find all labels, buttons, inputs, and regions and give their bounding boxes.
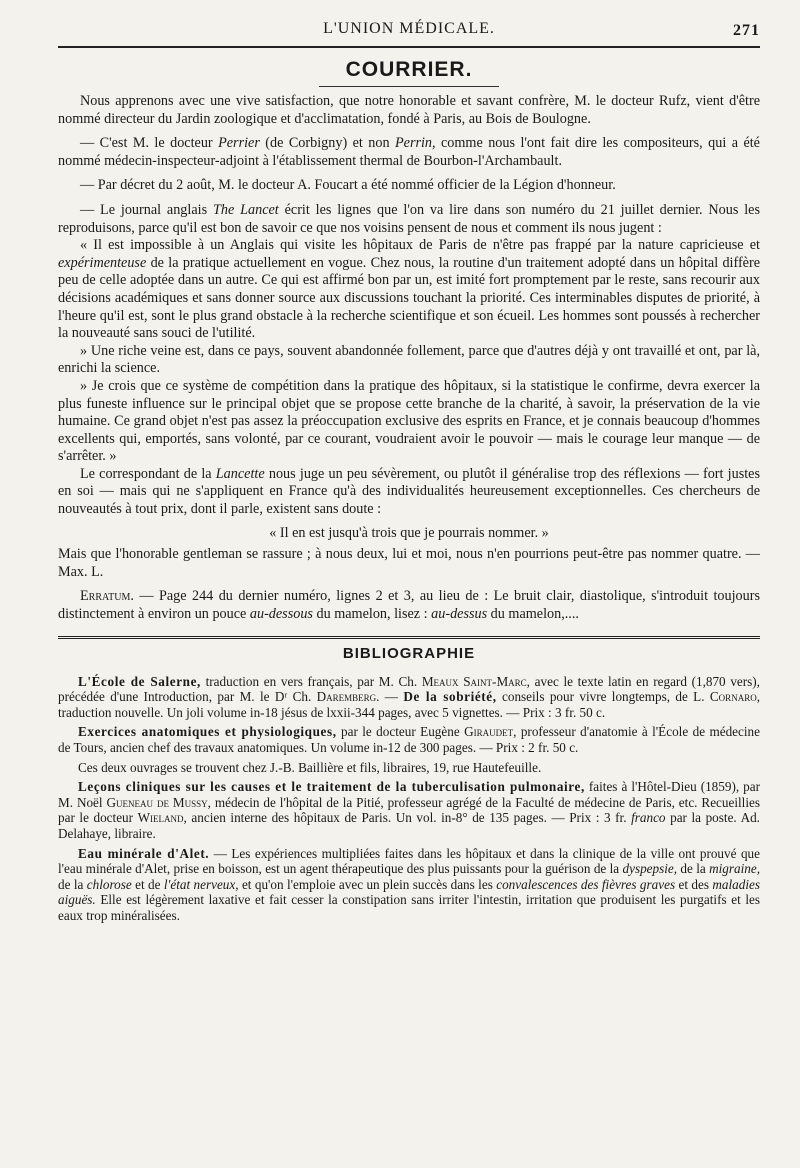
italic-word: convalescences des fièvres graves [496,876,676,892]
paragraph-quote-1 [58,237,760,343]
italic-word: l'état nerveux, [163,876,239,892]
italic-word: expérimenteuse [58,254,147,271]
text-run: avec le texte latin en regard (1,870 vers), précédée d'une Introduction, par M. le Dʳ Ch. [58,673,760,705]
text-run: et des [675,876,713,892]
text-run: faites à l'Hôtel-Dieu (1859), par M. Noël [58,779,760,810]
author-name: Meaux Saint-Marc, [421,673,530,689]
italic-journal: The Lancet [212,201,279,218]
section-divider [58,636,760,639]
bib-entry-lecons [58,779,760,841]
author-name: Gueneau de Mussy, [106,794,211,810]
italic-word: dyspepsie, [622,861,678,877]
text-run: ancien interne des hôpitaux de Paris. Un vol. in-8° de 135 pages. — Prix : 3 fr. [186,810,632,826]
paragraph-erratum [58,588,760,623]
title-underline [319,86,499,87]
entry-heading: Exercices anatomiques et physiologiques, [78,724,337,740]
text-run: — Le journal anglais [80,201,213,218]
author-name: Cornaro, [709,689,760,705]
text-run: — Les expériences multipliées faites dans les hôpitaux et dans la clinique de la ville ont prouvé que l'eau minérale d'Alet, prise en boisson, est un agent thérapeutique des plus puissants pour la guérison de la [58,845,760,877]
text-run: de la [58,876,87,892]
text-run: de la pratique actuellement en vogue. Chez nous, la routine d'un traitement adopté dans un hôpital diffère peu de celle adoptée dans un autre. Ce qui est affirmé bon par un, est imité fort promptement par le reste, sans recourir aux décisions académiques et sans donner source aux discussions touchant la priorité. Ces interminables disputes de priorité, à l'heure qu'il est, sont le plus grand obstacle à la recherche scientifique et son écueil. Les hommes sont poussés à rechercher la nouveauté sans souci de l'utilité. [58,254,760,342]
text-run: du mamelon, lisez : [312,606,432,623]
paragraph-gentleman: Mais que l'honorable gentleman se rassure ; à nous deux, lui et moi, nous n'en pourrions peut-être pas nommer quatre. — Max. L. [58,546,760,580]
entry-heading: Leçons cliniques sur les causes et le traitement de la tuberculisation pulmonaire, [78,779,585,795]
bib-entry-bailliere: Ces deux ouvrages se trouvent chez J.-B. Baillière et fils, libraires, 19, rue Hautefeuille. [78,759,542,775]
paragraph-quote-3: » Je crois que ce système de compétition dans la pratique des hôpitaux, si la statistique le confirme, devra exercer la plus funeste influence sur le principal objet que se propose cette branche de la charité, à savoir, la préservation de la vie humaine. Ce grand objet n'est pas assez la préoccupation exclusive des esprits en France, et je connais beaucoup d'hommes excellents qui, emportés, sans volonté, par ce courant, voudraient avoir le pouvoir — mais le courage leur manque — de s'arrêter. » [58,377,760,465]
paragraph-correspondant [58,466,760,519]
text-run: écrit les lignes que l'on va lire dans son numéro du 21 juillet dernier. Nous les reproduisons, parce qu'il est bon de savoir ce que nos voisins pensent de nous et comment ils nous jugent : [58,201,760,236]
bib-entry-salerne [58,674,760,721]
verse-quote: « Il en est jusqu'à trois que je pourrais nommer. » [269,524,549,541]
italic-word: chlorose [86,876,132,892]
header-rule [58,46,760,48]
italic-word: au-dessous [249,606,313,623]
text-run: nous juge un peu sévèrement, ou plutôt il généralise trop des réflexions — fort justes en soi — mais qui ne s'appliquent en France qu'à des individualités heureusement exceptionnelles. Ces chercheurs de nouveautés à tout prix, dont il parle, existent sans doute : [58,465,760,518]
bibliographie-section [58,674,760,924]
paragraph-foucart: — Par décret du 2 août, M. le docteur A. Foucart a été nommé officier de la Légion d'honneur. [80,177,616,194]
entry-heading: De la sobriété, [403,689,497,705]
bib-entry-alet [58,846,760,924]
entry-heading: Eau minérale d'Alet. [78,845,210,861]
italic-name: Perrin, [394,135,436,152]
text-run: — [379,689,404,705]
italic-journal: Lancette [215,465,265,482]
italic-word: au-dessus [431,606,488,623]
italic-name: Perrier [218,135,260,152]
paragraph-rufz: Nous apprenons avec une vive satisfaction, que notre honorable et savant confrère, M. le docteur Rufz, vient d'être nommé directeur du Jardin zoologique et d'acclimatation, fondé à Paris, au Bois de Boulogne. [58,93,760,127]
italic-word: franco [631,810,666,826]
erratum-label: Erratum. [80,588,134,605]
bibliographie-title: BIBLIOGRAPHIE [342,644,476,662]
page-number: 271 [733,22,760,39]
text-run: comme nous l'ont fait dire les compositeurs, qui a été nommé médecin-inspecteur-adjoint à l'établissement thermal de Bourbon-l'Archambault. [58,135,760,169]
paragraph-lancet-intro [58,202,760,237]
text-run: traduction en vers français, par M. Ch. [200,673,422,689]
text-run: — Page 244 du dernier numéro, lignes 2 et 3, au lieu de : Le bruit clair, diastolique, s'introduit toujours distinctement à environ un pouce [58,588,760,623]
italic-word: maladies aiguës. [58,876,760,908]
courrier-title: COURRIER. [345,58,473,81]
author-name: Daremberg. [316,689,380,705]
text-run: par le docteur Eugène [336,724,465,740]
text-run: « Il est impossible à un Anglais qui visite les hôpitaux de Paris de n'être pas frappé par la nature capricieuse et [80,237,760,254]
text-run: — C'est M. le docteur [80,135,219,152]
running-header [58,18,760,44]
text-run: de la [677,861,710,877]
courrier-section [58,93,760,624]
text-run: et de [131,876,164,892]
bib-entry-exercices [58,724,760,755]
text-run: du mamelon,.... [487,606,579,623]
entry-heading: L'École de Salerne, [78,673,201,689]
italic-word: migraine, [709,861,760,877]
text-run: Le correspondant de la [80,465,216,482]
text-run: professeur d'anatomie à l'École de médecine de Tours, ancien chef des travaux anatomiques. Un volume in-12 de 300 pages. — Prix : 2 fr. 50 c. [58,724,760,755]
paragraph-perrier [58,135,760,170]
journal-title: L'UNION MÉDICALE. [323,20,495,37]
text-run: (de Corbigny) et non [259,135,395,152]
author-name: Giraudet, [464,724,517,740]
text-run: médecin de l'hôpital de la Pitié, professeur agrégé de la Faculté de médecine de Paris, etc. Recueillies par le docteur [58,794,760,826]
text-run: par la poste. Ad. Delahaye, libraire. [58,810,760,841]
paragraph-quote-2: » Une riche veine est, dans ce pays, souvent abandonnée follement, parce que d'autres déjà y ont travaillé et ont, par là, enrichi la science. [58,342,760,377]
text-run: et qu'on l'emploie avec un plein succès dans les [238,876,497,892]
text-run: Elle est légèrement laxative et fait cesser la constipation sans irriter l'intestin, irritation que produisent les purgatifs et les eaux trop minéralisées. [58,892,760,923]
text-run: traduction nouvelle. Un joli volume in-18 jésus de lxxii-344 pages, avec 5 vignettes. — Prix : 3 fr. 50 c. [58,704,606,720]
text-run: conseils pour vivre longtemps, de L. [496,689,710,705]
author-name: Wieland, [137,810,187,826]
